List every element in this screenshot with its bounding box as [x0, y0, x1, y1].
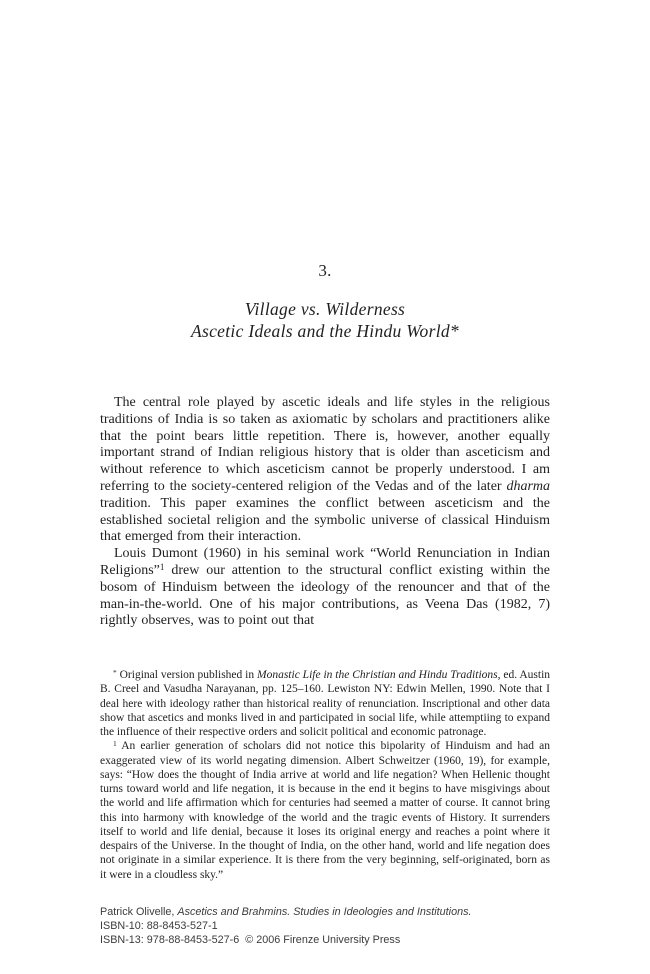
- footnote-1: [100, 739, 550, 882]
- italic-text: Monastic Life in the Christian and Hindu Traditions: [257, 669, 498, 681]
- text-run: , ed. Austin B. Creel and Vasudha Narayanan, pp. 125–160. Lewiston NY: Edwin Mellen, 1990. Note that I deal here with ideology rather than historical reality of renunciation. Inscriptional and other data show that ascetics and monks lived in and participated in social life, while attemptiing to expand the influence of their respective orders and solicit political and economic patronage.: [100, 669, 551, 738]
- text-run: The central role played by ascetic ideals and life styles in the religious traditions of India is so taken as axiomatic by scholars and practitioners alike that the point bears little repetition. There is, however, another equally important strand of Indian religious history that is older than asceticism and without reference to which asceticism cannot be properly understood. I am referring to the society-centered religion of the Vedas and of the later: [100, 395, 550, 494]
- chapter-number: 3.: [318, 261, 332, 280]
- text-run: drew our attention to the structural conflict existing within the bosom of Hinduism between the ideology of the renouncer and that of the man-in-the-world. One of his major contributions, as Veena Das (1982, 7) rightly observes, was to point out that: [100, 562, 550, 629]
- text-run: tradition. This paper examines the conflict between asceticism and the established societal religion and the symbolic universe of classical Hinduism that emerged from their interaction.: [100, 495, 550, 545]
- imprint-isbn10-line: ISBN-10: 88-8453-527-1: [100, 919, 218, 932]
- footnotes-section: [100, 668, 550, 882]
- text-run: Patrick Olivelle,: [100, 906, 178, 918]
- footnote-asterisk: [100, 668, 550, 739]
- chapter-title-line-1: Village vs. Wilderness: [244, 299, 406, 319]
- chapter-title: [100, 298, 550, 342]
- body-text: [100, 395, 550, 630]
- text-run: An earlier generation of scholars did not notice this bipolarity of Hinduism and had an exaggerated view of its world negating dimension. Albert Schweitzer (1960, 19), for example, says: “How does the thought of India arrive at world and life negation? When Hellenic thought turns toward world and life negation, it is because in the end it begins to have misgivings about the world and life affirmation which for centuries had seemed a matter of course. It cannot bring this into harmony with knowledge of the world and the tragic events of History. It surrenders itself to world and life denial, because it loses its original energy and reaches a point where it despairs of the Universe. In the thought of India, on the other hand, world and life negation does not originate in a similar experience. It is there from the very beginning, self-originated, born as it were in a cloudless sky.”: [100, 740, 550, 881]
- italic-text: dharma: [506, 478, 550, 494]
- superscript-marker: *: [113, 667, 117, 677]
- imprint-isbn13-copyright-line: ISBN-13: 978-88-8453-527-6 © 2006 Firenze University Press: [100, 933, 401, 946]
- italic-text: Ascetics and Brahmins. Studies in Ideologies and Institutions.: [177, 906, 472, 918]
- chapter-title-line-2: Ascetic Ideals and the Hindu World*: [191, 321, 459, 341]
- superscript-marker: 1: [159, 562, 165, 573]
- text-run: Original version published in: [116, 669, 257, 681]
- publisher-imprint: [100, 906, 550, 948]
- body-paragraph: [100, 395, 550, 546]
- text-run: Louis Dumont (1960) in his seminal work “World Renunciation in Indian Religions”: [100, 546, 550, 578]
- body-paragraph: [100, 546, 550, 630]
- superscript-marker: 1: [113, 739, 117, 749]
- imprint-author-title-line: [100, 906, 550, 920]
